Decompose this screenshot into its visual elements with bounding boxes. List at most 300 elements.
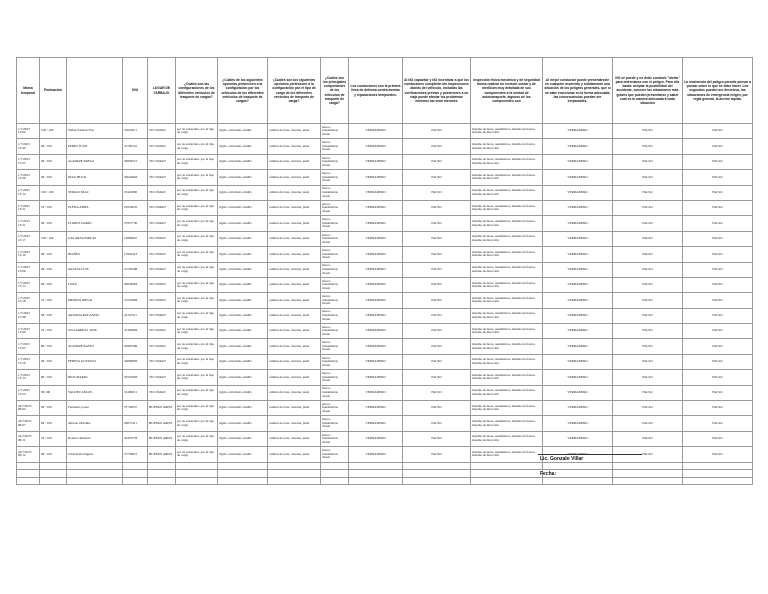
- cell-q5: VERDADERO: [349, 324, 403, 339]
- cell-q2: rígido, articulado, multiv: [218, 293, 268, 308]
- cell-q9: FALSO: [613, 385, 683, 400]
- cell-q8: VERDADERO: [543, 370, 613, 385]
- cell-dni: 21793298: [123, 262, 148, 277]
- cell-q1: por su estructura, por el tipo de carga: [176, 247, 218, 262]
- cell-dni: 31625011: [123, 124, 148, 139]
- cell-q2: rígido, articulado, multiv: [218, 170, 268, 185]
- cell-q4: motor, transmisión, chasis: [321, 401, 349, 416]
- empty-cell: [148, 470, 176, 478]
- cell-q9: FALSO: [613, 354, 683, 369]
- empty-cell: [123, 470, 148, 478]
- empty-cell: [176, 477, 218, 485]
- table-row: [17, 293, 753, 308]
- empty-cell: [321, 470, 349, 478]
- cell-workplace: TUCUMAN: [148, 324, 176, 339]
- cell-workplace: TUCUMAN: [148, 124, 176, 139]
- cell-q3: camión de lona, cisterna, jaula: [268, 200, 321, 215]
- cell-q6: FALSO: [403, 431, 471, 446]
- cell-timestamp: 1/7/2023 13:10: [17, 247, 40, 262]
- cell-q5: VERDADERO: [349, 154, 403, 169]
- header-q3: ¿Cuáles son los siguientes opciones pertenecen a la configuración por el tipo de carga de los diferentes vehículos de trasporte de carga?: [268, 58, 321, 124]
- header-score: Puntuación: [40, 58, 67, 124]
- table-row: [17, 200, 753, 215]
- table-row: [17, 431, 753, 446]
- cell-q8: VERDADERO: [543, 262, 613, 277]
- cell-q4: motor, transmisión, chasis: [321, 308, 349, 323]
- cell-dni: 20624694: [123, 170, 148, 185]
- cell-q5: VERDADERO: [349, 139, 403, 154]
- cell-name: Cristian Rodríguez: [67, 447, 123, 462]
- cell-q1: por su estructura, por el tipo de carga: [176, 447, 218, 462]
- cell-workplace: TUCUMAN: [148, 262, 176, 277]
- cell-q4: motor, transmisión, chasis: [321, 262, 349, 277]
- header-q2: ¿Cuáles de los siguientes opciones pertenecen a la configuración por los vehículos de los diferentes vehículos de trasporte de cargas?: [218, 58, 268, 124]
- cell-timestamp: 24/7/2023 09:12: [17, 447, 40, 462]
- empty-cell: [218, 462, 268, 470]
- cell-q10: FALSO: [683, 401, 753, 416]
- cell-q7: sistema de luces, neumáticos, sistema de frenos, sistema de dirección: [471, 293, 543, 308]
- cell-q7: sistema de luces, neumáticos, sistema de frenos, sistema de dirección: [471, 308, 543, 323]
- cell-score: 90 / 100: [40, 139, 67, 154]
- empty-cell: [683, 470, 753, 478]
- cell-dni: 29993515: [123, 154, 148, 169]
- table-row: [17, 185, 753, 200]
- cell-name: RIOS MARIO: [67, 370, 123, 385]
- cell-q10: FALSO: [683, 247, 753, 262]
- cell-score: 70 / 100: [40, 200, 67, 215]
- cell-q6: FALSO: [403, 339, 471, 354]
- cell-q3: camión de lona, cisterna, jaula: [268, 139, 321, 154]
- cell-q2: rígido, articulado, multiv: [218, 354, 268, 369]
- cell-q6: FALSO: [403, 354, 471, 369]
- cell-q3: camión de lona, cisterna, jaula: [268, 262, 321, 277]
- cell-timestamp: 1/7/2023 13:49: [17, 324, 40, 339]
- table-row: [17, 354, 753, 369]
- cell-q10: FALSO: [683, 185, 753, 200]
- cell-timestamp: 1/7/2023 13:13: [17, 370, 40, 385]
- cell-q3: camión de lona, cisterna, jaula: [268, 277, 321, 292]
- cell-q2: rígido, articulado, multiv: [218, 231, 268, 246]
- cell-q10: FALSO: [683, 308, 753, 323]
- cell-dni: 17822413: [123, 247, 148, 262]
- cell-workplace: BUENOS AIRES: [148, 401, 176, 416]
- cell-name: MEDINA DIEGO: [67, 293, 123, 308]
- empty-cell: [268, 477, 321, 485]
- cell-name: Roberto Robledo: [67, 431, 123, 446]
- cell-q3: camión de lona, cisterna, jaula: [268, 170, 321, 185]
- cell-q9: FALSO: [613, 401, 683, 416]
- cell-workplace: TUCUMAN: [148, 354, 176, 369]
- cell-workplace: TUCUMAN: [148, 370, 176, 385]
- cell-q9: FALSO: [613, 231, 683, 246]
- cell-q10: FALSO: [683, 231, 753, 246]
- empty-row: [17, 462, 753, 470]
- header-name: [67, 58, 123, 124]
- cell-q8: VERDADERO: [543, 139, 613, 154]
- cell-q5: VERDADERO: [349, 247, 403, 262]
- cell-q9: FALSO: [613, 324, 683, 339]
- cell-q5: VERDADERO: [349, 401, 403, 416]
- cell-q4: motor, transmisión, chasis: [321, 216, 349, 231]
- cell-score: 90 / 100: [40, 170, 67, 185]
- cell-q7: sistema de luces, neumáticos, sistema de frenos, sistema de dirección: [471, 431, 543, 446]
- empty-cell: [471, 470, 543, 478]
- cell-dni: 31360984: [123, 324, 148, 339]
- cell-q7: sistema de luces, neumáticos, sistema de frenos, sistema de dirección: [471, 170, 543, 185]
- cell-q8: VERDADERO: [543, 447, 613, 462]
- cell-q5: VERDADERO: [349, 262, 403, 277]
- table-row: [17, 385, 753, 400]
- empty-cell: [471, 462, 543, 470]
- cell-q9: FALSO: [613, 416, 683, 431]
- empty-cell: [148, 477, 176, 485]
- cell-name: GRACIA LUIS: [67, 262, 123, 277]
- header-dni: DNI: [123, 58, 148, 124]
- cell-q2: rígido, articulado, multiv: [218, 154, 268, 169]
- cell-q8: VERDADERO: [543, 277, 613, 292]
- cell-dni: 31799141: [123, 139, 148, 154]
- cell-dni: 24669859: [123, 354, 148, 369]
- cell-q3: camión de lona, cisterna, jaula: [268, 185, 321, 200]
- cell-q4: motor, transmisión, chasis: [321, 277, 349, 292]
- cell-q8: VERDADERO: [543, 324, 613, 339]
- cell-q10: FALSO: [683, 339, 753, 354]
- cell-q3: camión de lona, cisterna, jaula: [268, 308, 321, 323]
- cell-q8: VERDADERO: [543, 231, 613, 246]
- table-row: [17, 231, 753, 246]
- cell-q5: VERDADERO: [349, 185, 403, 200]
- empty-row: [17, 470, 753, 478]
- empty-cell: [218, 477, 268, 485]
- cell-workplace: BUENOS AIRES: [148, 431, 176, 446]
- cell-q4: motor, transmisión, chasis: [321, 293, 349, 308]
- cell-q6: FALSO: [403, 170, 471, 185]
- cell-score: 90 / 100: [40, 154, 67, 169]
- cell-name: FLORES DARIO: [67, 216, 123, 231]
- cell-q7: sistema de luces, neumáticos, sistema de frenos, sistema de dirección: [471, 354, 543, 369]
- cell-q3: camión de lona, cisterna, jaula: [268, 124, 321, 139]
- cell-q6: FALSO: [403, 262, 471, 277]
- cell-q4: motor, transmisión, chasis: [321, 354, 349, 369]
- empty-cell: [683, 477, 753, 485]
- cell-name: ARANDA ROLANDO: [67, 308, 123, 323]
- cell-q9: FALSO: [613, 431, 683, 446]
- cell-dni: 29933664: [123, 277, 148, 292]
- cell-q2: rígido, articulado, multiv: [218, 401, 268, 416]
- cell-score: 90 / 100: [40, 277, 67, 292]
- cell-q9: FALSO: [613, 154, 683, 169]
- cell-score: 100 / 100: [40, 231, 67, 246]
- cell-q6: FALSO: [403, 447, 471, 462]
- cell-q4: motor, transmisión, chasis: [321, 247, 349, 262]
- cell-dni: 32561993: [123, 370, 148, 385]
- empty-cell: [543, 462, 613, 470]
- table-row: [17, 216, 753, 231]
- cell-q1: por su estructura, por el tipo de carga: [176, 139, 218, 154]
- cell-q8: VERDADERO: [543, 293, 613, 308]
- cell-q6: FALSO: [403, 416, 471, 431]
- cell-q2: rígido, articulado, multiv: [218, 262, 268, 277]
- cell-timestamp: 1/7/2023 13:21: [17, 200, 40, 215]
- table-row: [17, 170, 753, 185]
- cell-name: ELENA ABIEL: [67, 200, 123, 215]
- cell-q9: FALSO: [613, 185, 683, 200]
- cell-q3: camión de lona, cisterna, jaula: [268, 154, 321, 169]
- cell-q2: rígido, articulado, multiv: [218, 200, 268, 215]
- cell-q8: VERDADERO: [543, 339, 613, 354]
- cell-workplace: BUENOS AIRES: [148, 447, 176, 462]
- cell-q1: por su estructura, por el tipo de carga: [176, 324, 218, 339]
- cell-q1: por su estructura, por el tipo de carga: [176, 262, 218, 277]
- header-workplace: LUGAR DE TARBAJO: [148, 58, 176, 124]
- empty-cell: [17, 462, 40, 470]
- cell-q8: VERDADERO: [543, 154, 613, 169]
- cell-q5: VERDADERO: [349, 339, 403, 354]
- empty-cell: [218, 470, 268, 478]
- cell-q7: sistema de luces, neumáticos, sistema de frenos, sistema de dirección: [471, 247, 543, 262]
- empty-cell: [349, 477, 403, 485]
- empty-cell: [349, 470, 403, 478]
- cell-q3: camión de lona, cisterna, jaula: [268, 431, 321, 446]
- empty-cell: [613, 477, 683, 485]
- cell-q4: motor, transmisión, chasis: [321, 370, 349, 385]
- cell-dni: 37750037: [123, 401, 148, 416]
- cell-q6: FALSO: [403, 124, 471, 139]
- cell-q3: camión de lona, cisterna, jaula: [268, 324, 321, 339]
- cell-q7: sistema de luces, neumáticos, sistema de frenos, sistema de dirección: [471, 324, 543, 339]
- header-q8: Al mejor conductor puede presentársele en cualquier momento y súbitamente una situación de los peligros generales, que si no sabe reaccionar en la forma adecuada, las consecuencias pueden ser irreparables.: [543, 58, 613, 124]
- table-row: [17, 324, 753, 339]
- cell-q7: sistema de luces, neumáticos, sistema de frenos, sistema de dirección: [471, 262, 543, 277]
- cell-q10: FALSO: [683, 431, 753, 446]
- cell-q7: sistema de luces, neumáticos, sistema de frenos, sistema de dirección: [471, 339, 543, 354]
- cell-q4: motor, transmisión, chasis: [321, 185, 349, 200]
- cell-name: IBAÑEZ: [67, 247, 123, 262]
- header-q9: NO se puede y no debe conducir "alerta" para enfrentarse con el peligro. Para ello basta: aceptar la posibilidad del accidente, conocer las situaciones más graves que pueden presentarse y saber cuál es la manera adecuada a cada situación: [613, 58, 683, 124]
- cell-q6: FALSO: [403, 324, 471, 339]
- cell-q7: sistema de luces, neumáticos, sistema de frenos, sistema de dirección: [471, 416, 543, 431]
- cell-workplace: TUCUMAN: [148, 277, 176, 292]
- cell-q2: rígido, articulado, multiv: [218, 124, 268, 139]
- cell-q8: VERDADERO: [543, 200, 613, 215]
- cell-name: VILLARREAL JOSE: [67, 324, 123, 339]
- cell-q1: por su estructura, por el tipo de carga: [176, 277, 218, 292]
- cell-q2: rígido, articulado, multiv: [218, 385, 268, 400]
- empty-cell: [67, 470, 123, 478]
- cell-q6: FALSO: [403, 231, 471, 246]
- empty-cell: [17, 470, 40, 478]
- cell-q1: por su estructura, por el tipo de carga: [176, 216, 218, 231]
- cell-q7: sistema de luces, neumáticos, sistema de frenos, sistema de dirección: [471, 385, 543, 400]
- cell-q1: por su estructura, por el tipo de carga: [176, 431, 218, 446]
- cell-q7: sistema de luces, neumáticos, sistema de frenos, sistema de dirección: [471, 200, 543, 215]
- cell-dni: 27957730: [123, 216, 148, 231]
- cell-dni: 25959635: [123, 200, 148, 215]
- cell-q4: motor, transmisión, chasis: [321, 154, 349, 169]
- cell-score: 80 / 100: [40, 370, 67, 385]
- results-sheet: [16, 57, 753, 485]
- cell-score: 70 / 100: [40, 293, 67, 308]
- cell-q9: FALSO: [613, 293, 683, 308]
- cell-score: 100 / 100: [40, 185, 67, 200]
- cell-q4: motor, transmisión, chasis: [321, 200, 349, 215]
- empty-cell: [471, 477, 543, 485]
- cell-q3: camión de lona, cisterna, jaula: [268, 247, 321, 262]
- cell-q6: FALSO: [403, 247, 471, 262]
- empty-cell: [40, 462, 67, 470]
- cell-q3: camión de lona, cisterna, jaula: [268, 401, 321, 416]
- header-q4: ¿Cuáles son los principales componentes de los vehículos de trasporte de carga?: [321, 58, 349, 124]
- cell-name: SERGIO DIAZ: [67, 185, 123, 200]
- cell-timestamp: 1/7/2023 13:15: [17, 277, 40, 292]
- cell-q9: FALSO: [613, 139, 683, 154]
- cell-q10: FALSO: [683, 216, 753, 231]
- cell-dni: 31499011: [123, 385, 148, 400]
- cell-q1: por su estructura, por el tipo de carga: [176, 154, 218, 169]
- cell-q6: FALSO: [403, 185, 471, 200]
- cell-q10: FALSO: [683, 170, 753, 185]
- cell-q9: FALSO: [613, 262, 683, 277]
- cell-q4: motor, transmisión, chasis: [321, 416, 349, 431]
- cell-timestamp: 1/7/2023 13:35: [17, 154, 40, 169]
- cell-dni: 24453778: [123, 431, 148, 446]
- cell-q9: FALSO: [613, 200, 683, 215]
- cell-q1: por su estructura, por el tipo de carga: [176, 354, 218, 369]
- empty-cell: [67, 462, 123, 470]
- cell-q9: FALSO: [613, 339, 683, 354]
- cell-dni: 13866667: [123, 231, 148, 246]
- cell-q9: FALSO: [613, 447, 683, 462]
- cell-q8: VERDADERO: [543, 354, 613, 369]
- header-row: [17, 58, 753, 124]
- cell-q7: sistema de luces, neumáticos, sistema de frenos, sistema de dirección: [471, 139, 543, 154]
- cell-q2: rígido, articulado, multiv: [218, 216, 268, 231]
- cell-workplace: TUCUMAN: [148, 339, 176, 354]
- cell-workplace: BUENOS AIRES: [148, 416, 176, 431]
- cell-q10: FALSO: [683, 447, 753, 462]
- cell-q2: rígido, articulado, multiv: [218, 185, 268, 200]
- table-row: [17, 277, 753, 292]
- cell-timestamp: 1/7/2023 13:09: [17, 262, 40, 277]
- table-row: [17, 247, 753, 262]
- cell-q7: sistema de luces, neumáticos, sistema de frenos, sistema de dirección: [471, 124, 543, 139]
- cell-dni: 27756915: [123, 447, 148, 462]
- table-row: [17, 339, 753, 354]
- table-row: [17, 262, 753, 277]
- cell-q7: sistema de luces, neumáticos, sistema de frenos, sistema de dirección: [471, 370, 543, 385]
- cell-q9: FALSO: [613, 124, 683, 139]
- cell-q4: motor, transmisión, chasis: [321, 124, 349, 139]
- cell-q2: rígido, articulado, multiv: [218, 431, 268, 446]
- cell-workplace: TUCUMAN: [148, 385, 176, 400]
- cell-dni: 23422690: [123, 185, 148, 200]
- empty-cell: [268, 470, 321, 478]
- cell-timestamp: 1/7/2023 13:33: [17, 385, 40, 400]
- cell-q4: motor, transmisión, chasis: [321, 231, 349, 246]
- cell-q6: FALSO: [403, 154, 471, 169]
- cell-q10: FALSO: [683, 416, 753, 431]
- cell-score: 100 / 100: [40, 124, 67, 139]
- header-timestamp: Marca temporal: [17, 58, 40, 124]
- cell-q6: FALSO: [403, 139, 471, 154]
- cell-q3: camión de lona, cisterna, jaula: [268, 216, 321, 231]
- cell-q1: por su estructura, por el tipo de carga: [176, 339, 218, 354]
- empty-cell: [321, 462, 349, 470]
- cell-q5: VERDADERO: [349, 216, 403, 231]
- cell-q6: FALSO: [403, 277, 471, 292]
- cell-timestamp: 24/7/2023 09:04: [17, 401, 40, 416]
- cell-q8: VERDADERO: [543, 385, 613, 400]
- cell-timestamp: 1/7/2023 13:21: [17, 216, 40, 231]
- table-row: [17, 308, 753, 323]
- cell-q10: FALSO: [683, 154, 753, 169]
- empty-cell: [543, 477, 613, 485]
- empty-cell: [613, 462, 683, 470]
- cell-q1: por su estructura, por el tipo de carga: [176, 170, 218, 185]
- cell-timestamp: 1/7/2023 13:46: [17, 170, 40, 185]
- cell-q10: FALSO: [683, 124, 753, 139]
- cell-q5: VERDADERO: [349, 385, 403, 400]
- cell-name: AGUIRRE RAYES: [67, 339, 123, 354]
- cell-q9: FALSO: [613, 277, 683, 292]
- cell-name: PERETA GUSTAVO: [67, 354, 123, 369]
- cell-timestamp: 1/7/2023 13:12: [17, 185, 40, 200]
- cell-q2: rígido, articulado, multiv: [218, 308, 268, 323]
- cell-timestamp: 1/7/2023 13:02: [17, 124, 40, 139]
- cell-q1: por su estructura, por el tipo de carga: [176, 308, 218, 323]
- cell-q8: VERDADERO: [543, 247, 613, 262]
- cell-score: 60 / 100: [40, 416, 67, 431]
- cell-q2: rígido, articulado, multiv: [218, 370, 268, 385]
- cell-q3: camión de lona, cisterna, jaula: [268, 416, 321, 431]
- cell-q7: sistema de luces, neumáticos, sistema de frenos, sistema de dirección: [471, 231, 543, 246]
- table-row: [17, 370, 753, 385]
- cell-name: Alfredo Ordóñez: [67, 416, 123, 431]
- cell-q6: FALSO: [403, 293, 471, 308]
- cell-score: 80 / 100: [40, 339, 67, 354]
- table-row: [17, 139, 753, 154]
- cell-q6: FALSO: [403, 200, 471, 215]
- cell-timestamp: 1/7/2023 13:05: [17, 339, 40, 354]
- cell-score: 90 / 100: [40, 247, 67, 262]
- cell-q9: FALSO: [613, 216, 683, 231]
- cell-q2: rígido, articulado, multiv: [218, 139, 268, 154]
- cell-name: Weber Eduardo Pas: [67, 124, 123, 139]
- cell-q4: motor, transmisión, chasis: [321, 339, 349, 354]
- cell-q5: VERDADERO: [349, 200, 403, 215]
- cell-q7: sistema de luces, neumáticos, sistema de frenos, sistema de dirección: [471, 447, 543, 462]
- cell-q3: camión de lona, cisterna, jaula: [268, 447, 321, 462]
- cell-score: 90 / 100: [40, 262, 67, 277]
- cell-q2: rígido, articulado, multiv: [218, 247, 268, 262]
- cell-q4: motor, transmisión, chasis: [321, 431, 349, 446]
- cell-q9: FALSO: [613, 308, 683, 323]
- cell-workplace: TUCUMAN: [148, 139, 176, 154]
- cell-q7: sistema de luces, neumáticos, sistema de frenos, sistema de dirección: [471, 277, 543, 292]
- signature-date-label: Fecha:: [540, 471, 557, 477]
- header-q7: Inspección física mecánica y de seguridad busca realizar un revisión ocular y de medición muy detallada de sus componentes a la unidad de autotransporte, algunos de los componentes son: [471, 58, 543, 124]
- cell-score: 90 / 100: [40, 401, 67, 416]
- cell-q5: VERDADERO: [349, 124, 403, 139]
- cell-q4: motor, transmisión, chasis: [321, 447, 349, 462]
- cell-q10: FALSO: [683, 385, 753, 400]
- cell-name: LOZA: [67, 277, 123, 292]
- cell-q5: VERDADERO: [349, 170, 403, 185]
- cell-q5: VERDADERO: [349, 231, 403, 246]
- cell-q5: VERDADERO: [349, 447, 403, 462]
- empty-cell: [17, 477, 40, 485]
- table-row: [17, 124, 753, 139]
